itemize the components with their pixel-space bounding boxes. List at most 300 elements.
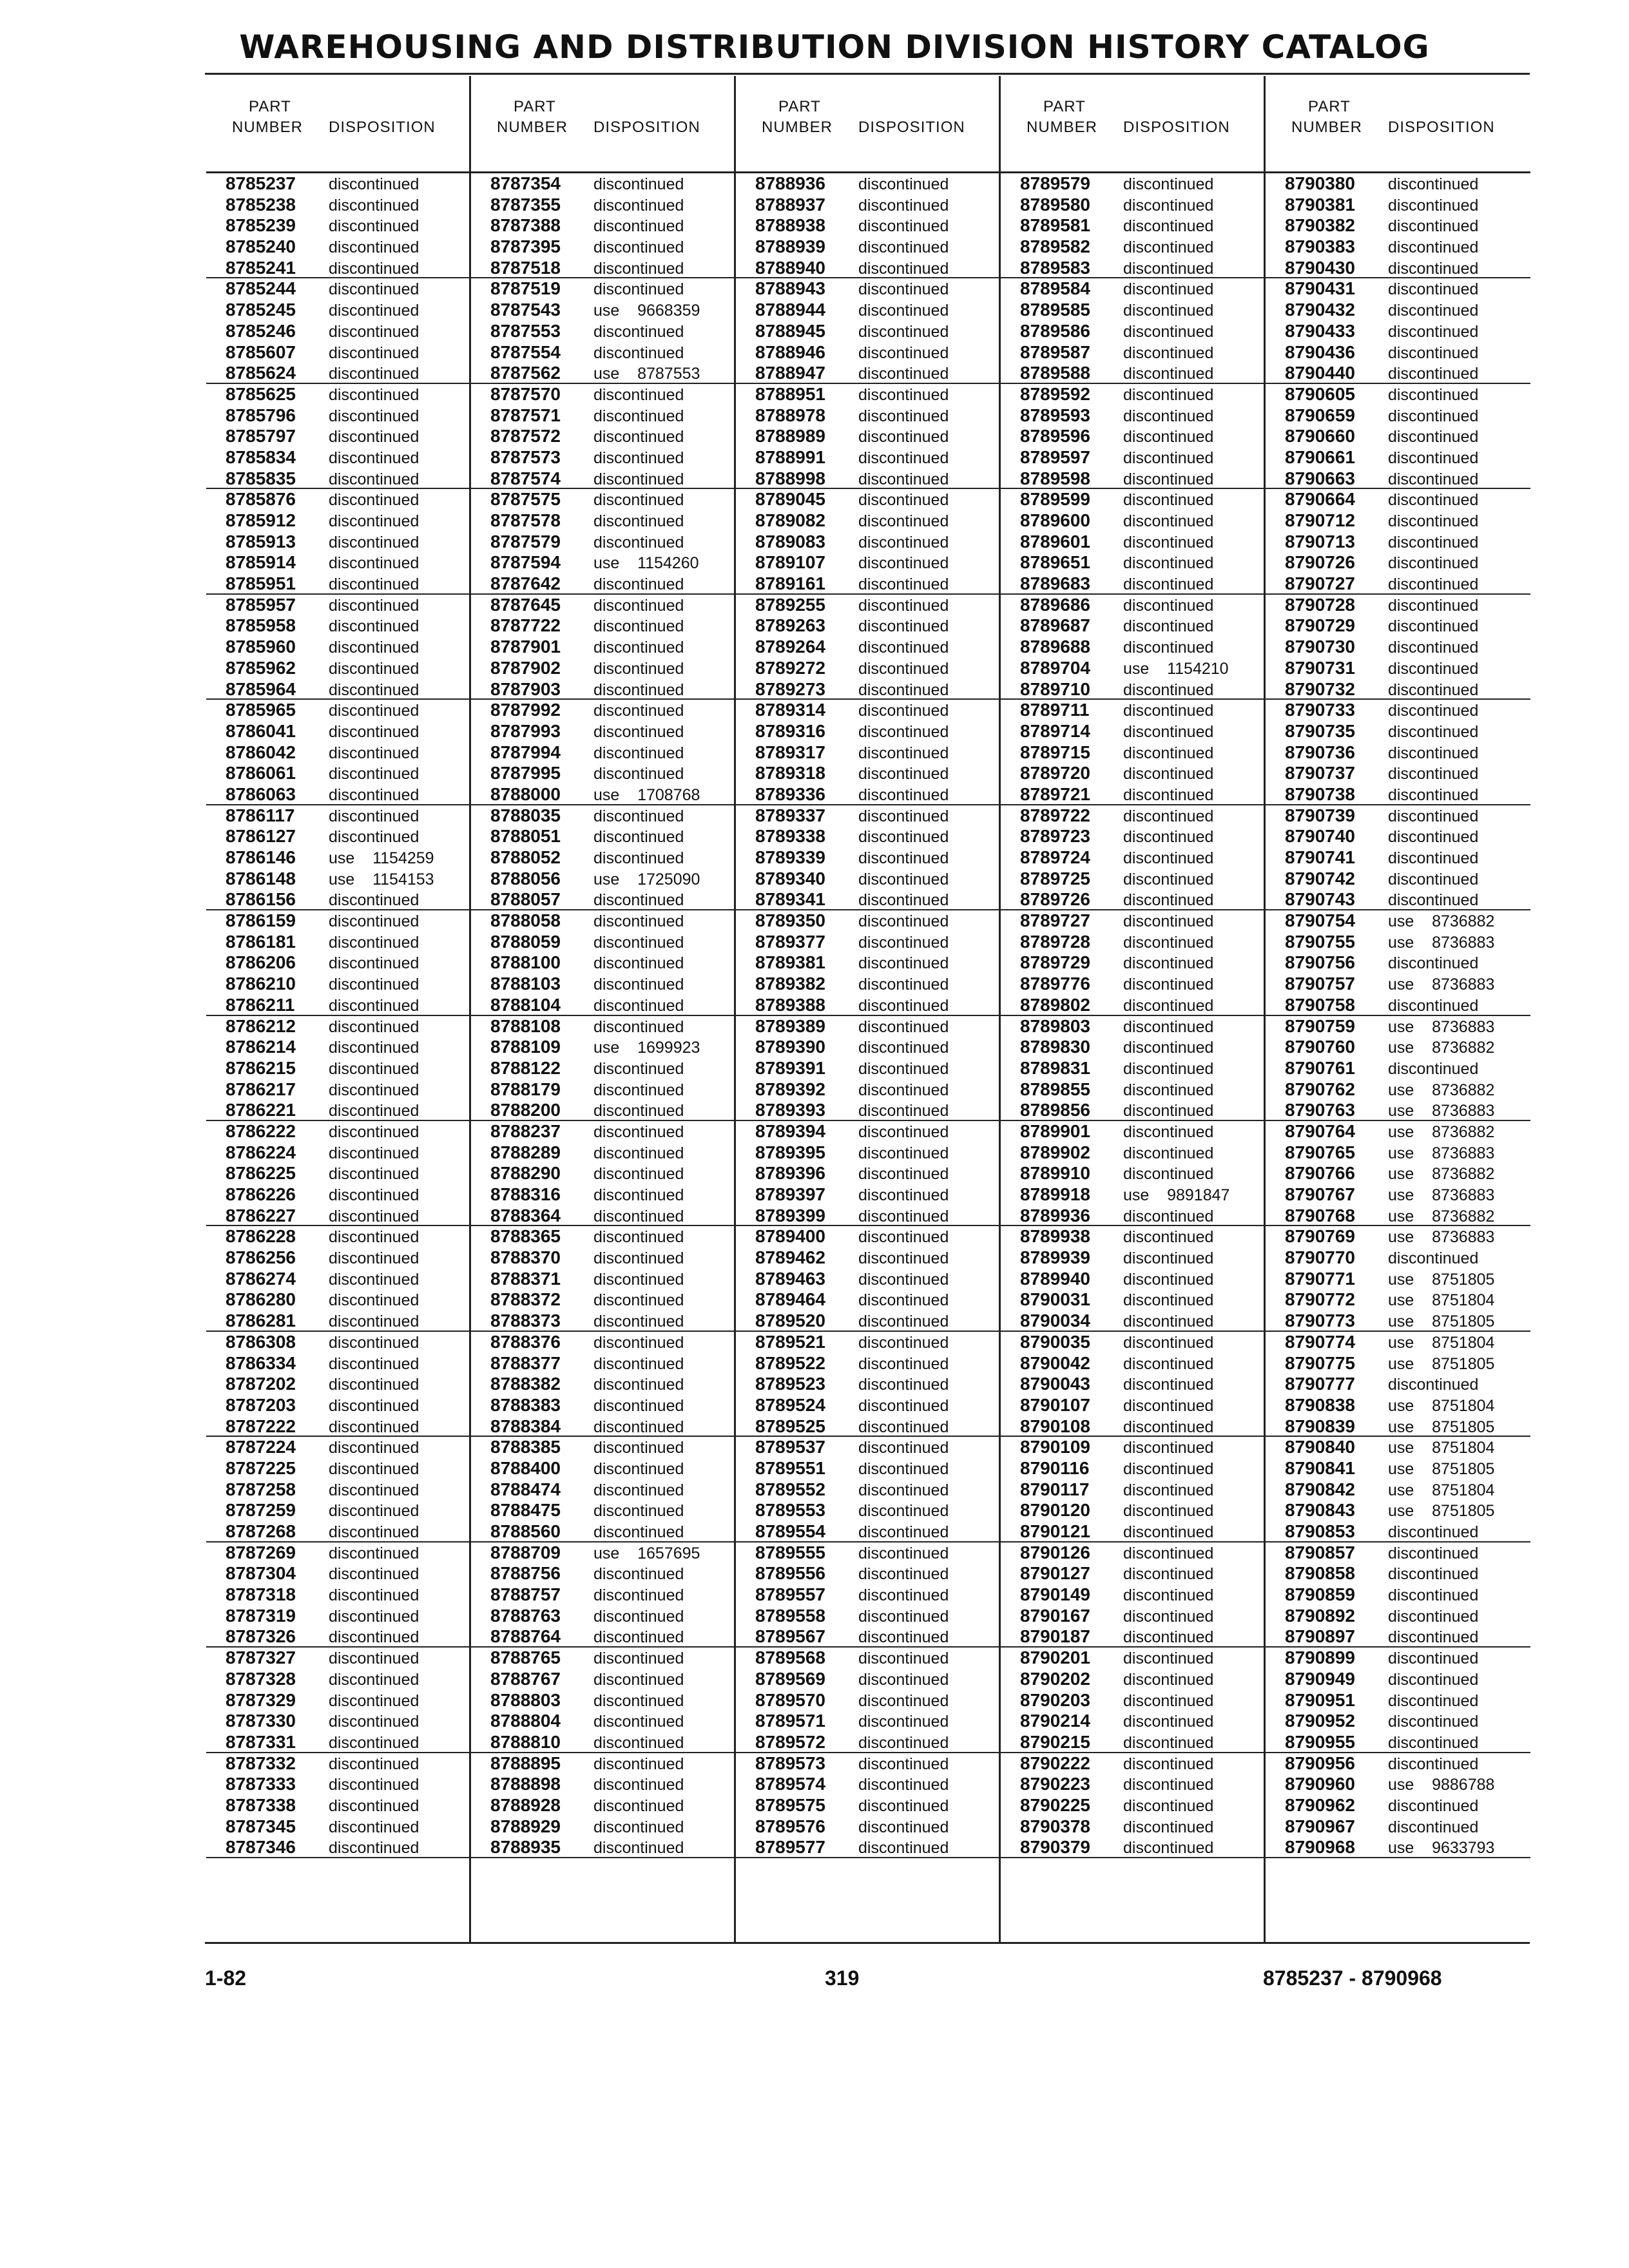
part-number: 8790841 bbox=[1285, 1457, 1356, 1478]
part-row bbox=[736, 1690, 1001, 1711]
part-number: 8790214 bbox=[1020, 1711, 1091, 1731]
part-row bbox=[206, 384, 471, 405]
part-disposition: discontinued bbox=[1388, 407, 1479, 425]
part-row bbox=[736, 679, 1001, 700]
part-row bbox=[206, 363, 471, 384]
part-row bbox=[206, 784, 471, 805]
part-disposition: discontinued bbox=[1388, 807, 1479, 825]
part-row bbox=[471, 1037, 736, 1058]
part-number: 8789337 bbox=[755, 805, 826, 825]
part-number: 8788058 bbox=[490, 910, 561, 931]
part-number: 8787572 bbox=[490, 426, 561, 447]
part-disposition: discontinued bbox=[1123, 1270, 1214, 1289]
part-row bbox=[1266, 1269, 1530, 1290]
part-disposition: use 8736883 bbox=[1388, 1102, 1495, 1120]
part-number: 8788764 bbox=[490, 1626, 561, 1647]
part-disposition: discontinued bbox=[1388, 512, 1479, 530]
part-number: 8789393 bbox=[755, 1100, 826, 1120]
part-row bbox=[1266, 826, 1530, 847]
part-row bbox=[1001, 700, 1266, 721]
part-number: 8789721 bbox=[1020, 783, 1091, 804]
part-disposition: discontinued bbox=[1388, 849, 1479, 867]
part-disposition: discontinued bbox=[593, 1333, 684, 1352]
part-row bbox=[736, 658, 1001, 679]
part-disposition: discontinued bbox=[1123, 680, 1214, 699]
part-number: 8788056 bbox=[490, 868, 561, 889]
part-number: 8790853 bbox=[1285, 1521, 1356, 1541]
part-disposition: discontinued bbox=[858, 1312, 949, 1331]
part-number: 8789568 bbox=[755, 1648, 826, 1668]
part-row bbox=[736, 1142, 1001, 1164]
part-row bbox=[471, 1606, 736, 1627]
part-row bbox=[736, 700, 1001, 721]
part-number: 8787329 bbox=[226, 1689, 296, 1710]
part-row bbox=[206, 763, 471, 784]
part-number: 8790733 bbox=[1285, 700, 1356, 720]
part-number: 8789725 bbox=[1020, 868, 1091, 889]
part-number: 8787258 bbox=[226, 1479, 296, 1499]
part-row bbox=[206, 1774, 471, 1795]
part-number: 8785958 bbox=[226, 615, 296, 636]
part-number: 8789523 bbox=[755, 1374, 826, 1394]
part-disposition: discontinued bbox=[593, 575, 684, 594]
part-disposition: discontinued bbox=[1388, 1649, 1479, 1668]
part-number: 8785244 bbox=[226, 278, 296, 299]
part-number: 8789556 bbox=[755, 1563, 826, 1584]
part-number: 8790035 bbox=[1020, 1331, 1091, 1352]
part-number: 8788373 bbox=[490, 1311, 561, 1331]
footer-page-number: 319 bbox=[825, 1966, 860, 1990]
part-number: 8787338 bbox=[226, 1794, 296, 1815]
part-row bbox=[206, 1416, 471, 1437]
part-number: 8786274 bbox=[226, 1268, 296, 1289]
part-number: 8788000 bbox=[490, 783, 561, 804]
part-disposition: discontinued bbox=[593, 1354, 684, 1373]
part-number: 8785238 bbox=[226, 194, 296, 215]
part-disposition: discontinued bbox=[329, 1628, 419, 1647]
part-row bbox=[1001, 869, 1266, 890]
part-number: 8789856 bbox=[1020, 1100, 1091, 1120]
part-number: 8790769 bbox=[1285, 1226, 1356, 1247]
part-number: 8790732 bbox=[1285, 678, 1356, 699]
part-number: 8789399 bbox=[755, 1205, 826, 1225]
part-number: 8790222 bbox=[1020, 1753, 1091, 1773]
part-disposition: discontinued bbox=[1388, 491, 1479, 510]
part-number: 8788945 bbox=[755, 320, 826, 341]
part-row bbox=[471, 1142, 736, 1164]
part-row bbox=[736, 1500, 1001, 1521]
part-row bbox=[206, 1206, 471, 1227]
part-disposition: use 8736882 bbox=[1388, 1122, 1495, 1141]
part-number: 8789688 bbox=[1020, 637, 1091, 657]
part-disposition: discontinued bbox=[593, 1459, 684, 1478]
part-row bbox=[1001, 637, 1266, 658]
part-disposition: discontinued bbox=[1123, 259, 1214, 278]
part-number: 8790763 bbox=[1285, 1100, 1356, 1120]
part-number: 8787202 bbox=[226, 1374, 296, 1394]
part-number: 8785962 bbox=[226, 657, 296, 678]
part-disposition: discontinued bbox=[329, 1691, 419, 1710]
part-number: 8790760 bbox=[1285, 1037, 1356, 1057]
part-row bbox=[1266, 1184, 1530, 1206]
part-disposition: discontinued bbox=[1123, 1713, 1214, 1731]
part-row bbox=[1266, 1163, 1530, 1184]
part-row bbox=[1266, 510, 1530, 532]
part-disposition: discontinued bbox=[329, 196, 419, 215]
part-number: 8785912 bbox=[226, 510, 296, 530]
part-disposition: discontinued bbox=[1388, 1523, 1479, 1541]
part-number: 8786224 bbox=[226, 1142, 296, 1162]
part-disposition: discontinued bbox=[329, 1733, 419, 1752]
footer-range: 8785237 - 8790968 bbox=[1263, 1966, 1442, 1990]
part-row bbox=[471, 1289, 736, 1311]
part-number: 8789910 bbox=[1020, 1163, 1091, 1184]
part-disposition: discontinued bbox=[329, 617, 419, 636]
part-number: 8790659 bbox=[1285, 405, 1356, 425]
part-number: 8789263 bbox=[755, 615, 826, 636]
part-disposition: discontinued bbox=[593, 849, 684, 867]
part-number: 8786225 bbox=[226, 1163, 296, 1184]
part-row bbox=[206, 1648, 471, 1669]
part-disposition: discontinued bbox=[593, 322, 684, 341]
part-disposition: discontinued bbox=[858, 596, 949, 615]
part-number: 8787330 bbox=[226, 1711, 296, 1731]
part-disposition: discontinued bbox=[329, 596, 419, 615]
part-row bbox=[471, 1753, 736, 1774]
part-row bbox=[206, 1037, 471, 1058]
part-number: 8790770 bbox=[1285, 1247, 1356, 1268]
part-disposition: discontinued bbox=[1123, 702, 1214, 720]
part-disposition: use 8751805 bbox=[1388, 1354, 1495, 1373]
part-disposition: discontinued bbox=[1123, 1691, 1214, 1710]
part-row bbox=[1266, 889, 1530, 910]
part-row bbox=[206, 1458, 471, 1479]
part-row bbox=[206, 447, 471, 468]
part-number: 8787554 bbox=[490, 341, 561, 362]
part-disposition: discontinued bbox=[329, 996, 419, 1015]
part-number: 8788057 bbox=[490, 889, 561, 910]
part-row bbox=[736, 1332, 1001, 1353]
part-row bbox=[471, 342, 736, 363]
part-number: 8787518 bbox=[490, 257, 561, 278]
part-disposition: use 9886788 bbox=[1388, 1776, 1495, 1794]
part-disposition: discontinued bbox=[1388, 744, 1479, 762]
part-number: 8788929 bbox=[490, 1816, 561, 1836]
part-number: 8788767 bbox=[490, 1668, 561, 1689]
part-row bbox=[736, 173, 1001, 195]
part-row bbox=[736, 1816, 1001, 1838]
part-row bbox=[1001, 784, 1266, 805]
part-disposition: discontinued bbox=[858, 322, 949, 341]
part-number: 8789584 bbox=[1020, 278, 1091, 299]
part-number: 8790728 bbox=[1285, 594, 1356, 615]
part-disposition: discontinued bbox=[1123, 975, 1214, 994]
part-row bbox=[1001, 1058, 1266, 1079]
part-row bbox=[1266, 1606, 1530, 1627]
part-disposition: discontinued bbox=[593, 933, 684, 952]
part-row bbox=[206, 321, 471, 342]
catalog-column bbox=[206, 76, 471, 1942]
part-number: 8789392 bbox=[755, 1079, 826, 1099]
part-row bbox=[206, 742, 471, 764]
part-number: 8789567 bbox=[755, 1626, 826, 1647]
part-number: 8787575 bbox=[490, 489, 561, 510]
part-row bbox=[1001, 258, 1266, 279]
part-number: 8789575 bbox=[755, 1794, 826, 1815]
catalog-column bbox=[1001, 76, 1266, 1942]
part-number: 8789687 bbox=[1020, 615, 1091, 636]
part-number: 8789557 bbox=[755, 1584, 826, 1605]
part-row bbox=[471, 1332, 736, 1353]
part-number: 8790187 bbox=[1020, 1626, 1091, 1647]
part-number: 8787268 bbox=[226, 1521, 296, 1541]
part-number: 8790756 bbox=[1285, 952, 1356, 973]
header-part-line2: NUMBER bbox=[762, 119, 833, 136]
part-disposition: discontinued bbox=[329, 975, 419, 994]
part-number: 8789574 bbox=[755, 1774, 826, 1794]
part-disposition: discontinued bbox=[593, 280, 684, 299]
part-disposition: discontinued bbox=[329, 1186, 419, 1204]
part-row bbox=[1001, 1311, 1266, 1332]
part-disposition: use 1154260 bbox=[593, 554, 699, 573]
part-row bbox=[736, 637, 1001, 658]
part-disposition: discontinued bbox=[1388, 1754, 1479, 1773]
part-disposition: discontinued bbox=[1123, 954, 1214, 973]
part-row bbox=[1266, 1247, 1530, 1269]
part-number: 8785964 bbox=[226, 678, 296, 699]
part-row bbox=[206, 1500, 471, 1521]
part-disposition: use 8736882 bbox=[1388, 1081, 1495, 1099]
part-number: 8788895 bbox=[490, 1753, 561, 1773]
part-number: 8789525 bbox=[755, 1416, 826, 1436]
part-number: 8789720 bbox=[1020, 763, 1091, 783]
part-row bbox=[1001, 1016, 1266, 1037]
part-disposition: discontinued bbox=[329, 1144, 419, 1162]
part-disposition: discontinued bbox=[858, 1186, 949, 1204]
part-number: 8790201 bbox=[1020, 1648, 1091, 1668]
part-disposition: discontinued bbox=[329, 1122, 419, 1141]
part-row bbox=[736, 468, 1001, 490]
part-disposition: discontinued bbox=[1123, 1165, 1214, 1184]
part-list bbox=[206, 173, 471, 1858]
part-number: 8788059 bbox=[490, 931, 561, 952]
part-number: 8790735 bbox=[1285, 720, 1356, 741]
part-disposition: discontinued bbox=[858, 1376, 949, 1394]
part-number: 8790031 bbox=[1020, 1289, 1091, 1310]
part-row bbox=[736, 1184, 1001, 1206]
part-row bbox=[206, 426, 471, 447]
part-number: 8790126 bbox=[1020, 1542, 1091, 1562]
part-row bbox=[1001, 974, 1266, 995]
part-row bbox=[206, 805, 471, 827]
part-disposition: discontinued bbox=[1388, 322, 1479, 341]
part-number: 8788052 bbox=[490, 847, 561, 867]
part-row bbox=[1266, 1753, 1530, 1774]
part-number: 8789339 bbox=[755, 847, 826, 867]
part-row bbox=[206, 1079, 471, 1100]
part-number: 8790758 bbox=[1285, 994, 1356, 1015]
part-number: 8789340 bbox=[755, 868, 826, 889]
part-row bbox=[471, 1374, 736, 1395]
part-row bbox=[1001, 447, 1266, 468]
part-row bbox=[736, 1648, 1001, 1669]
part-row bbox=[206, 1058, 471, 1079]
part-row bbox=[471, 1711, 736, 1732]
part-number: 8789391 bbox=[755, 1057, 826, 1078]
part-disposition: discontinued bbox=[593, 1228, 684, 1247]
part-row bbox=[1001, 1332, 1266, 1353]
part-disposition: discontinued bbox=[858, 1249, 949, 1268]
part-disposition: discontinued bbox=[858, 1081, 949, 1099]
part-disposition: discontinued bbox=[593, 1776, 684, 1794]
part-disposition: discontinued bbox=[329, 1081, 419, 1099]
part-number: 8790383 bbox=[1285, 236, 1356, 257]
part-number: 8790713 bbox=[1285, 531, 1356, 552]
part-number: 8786148 bbox=[226, 868, 296, 889]
part-row bbox=[736, 573, 1001, 595]
part-number: 8790436 bbox=[1285, 341, 1356, 362]
part-disposition: discontinued bbox=[329, 1270, 419, 1289]
part-number: 8788978 bbox=[755, 405, 826, 425]
part-disposition: discontinued bbox=[329, 217, 419, 236]
part-number: 8789902 bbox=[1020, 1142, 1091, 1162]
part-row bbox=[736, 489, 1001, 510]
part-row bbox=[206, 300, 471, 321]
part-disposition: discontinued bbox=[593, 217, 684, 236]
part-disposition: discontinued bbox=[329, 1396, 419, 1415]
part-disposition: discontinued bbox=[1388, 217, 1479, 236]
part-disposition: discontinued bbox=[858, 1544, 949, 1562]
part-number: 8787994 bbox=[490, 742, 561, 762]
part-number: 8787345 bbox=[226, 1816, 296, 1836]
part-number: 8788289 bbox=[490, 1142, 561, 1162]
part-row bbox=[736, 1753, 1001, 1774]
part-row bbox=[1001, 384, 1266, 405]
catalog-column bbox=[471, 76, 736, 1942]
part-number: 8789600 bbox=[1020, 510, 1091, 530]
part-disposition: discontinued bbox=[329, 1607, 419, 1626]
part-number: 8789555 bbox=[755, 1542, 826, 1562]
part-disposition: discontinued bbox=[1123, 1733, 1214, 1752]
part-disposition: use 1154210 bbox=[1123, 659, 1229, 678]
part-number: 8789597 bbox=[1020, 447, 1091, 467]
part-disposition: use 8751805 bbox=[1388, 1312, 1495, 1331]
part-number: 8790120 bbox=[1020, 1500, 1091, 1521]
part-row bbox=[1266, 974, 1530, 995]
part-disposition: discontinued bbox=[858, 1818, 949, 1836]
part-number: 8790741 bbox=[1285, 847, 1356, 867]
part-disposition: use 8751804 bbox=[1388, 1333, 1495, 1352]
part-disposition: discontinued bbox=[1123, 596, 1214, 615]
part-row bbox=[206, 910, 471, 932]
part-row bbox=[1001, 1521, 1266, 1542]
part-number: 8790730 bbox=[1285, 637, 1356, 657]
part-disposition: discontinued bbox=[329, 365, 419, 383]
part-row bbox=[471, 573, 736, 595]
part-number: 8787901 bbox=[490, 637, 561, 657]
part-row bbox=[1266, 1795, 1530, 1816]
part-list bbox=[736, 173, 1001, 1858]
part-row bbox=[736, 1037, 1001, 1058]
part-row bbox=[1266, 910, 1530, 932]
header-part-number bbox=[1027, 97, 1097, 138]
part-number: 8786211 bbox=[226, 994, 295, 1015]
part-disposition: discontinued bbox=[329, 639, 419, 657]
part-disposition: discontinued bbox=[1388, 1565, 1479, 1584]
part-disposition: discontinued bbox=[1123, 1839, 1214, 1858]
part-disposition: discontinued bbox=[1388, 765, 1479, 783]
part-disposition: discontinued bbox=[329, 744, 419, 762]
part-number: 8789390 bbox=[755, 1037, 826, 1057]
part-row bbox=[1001, 1606, 1266, 1627]
part-row bbox=[736, 742, 1001, 764]
part-disposition: discontinued bbox=[1388, 954, 1479, 973]
part-row bbox=[471, 384, 736, 405]
part-row bbox=[1001, 363, 1266, 384]
part-disposition: discontinued bbox=[329, 448, 419, 467]
part-disposition: discontinued bbox=[1123, 407, 1214, 425]
part-row bbox=[736, 1774, 1001, 1795]
part-disposition: discontinued bbox=[593, 1396, 684, 1415]
part-disposition: discontinued bbox=[593, 1628, 684, 1647]
part-number: 8789715 bbox=[1020, 742, 1091, 762]
part-row bbox=[1266, 1732, 1530, 1753]
part-disposition: discontinued bbox=[329, 1165, 419, 1184]
catalog-column bbox=[736, 76, 1001, 1942]
part-row bbox=[1266, 805, 1530, 827]
part-row bbox=[1266, 721, 1530, 742]
part-number: 8785796 bbox=[226, 405, 296, 425]
part-number: 8787579 bbox=[490, 531, 561, 552]
part-number: 8790043 bbox=[1020, 1374, 1091, 1394]
part-number: 8787395 bbox=[490, 236, 561, 257]
part-number: 8790121 bbox=[1020, 1521, 1091, 1541]
part-row bbox=[206, 932, 471, 953]
part-disposition: discontinued bbox=[593, 259, 684, 278]
part-row bbox=[1266, 552, 1530, 573]
part-number: 8790202 bbox=[1020, 1668, 1091, 1689]
part-disposition: discontinued bbox=[858, 1396, 949, 1415]
part-number: 8787519 bbox=[490, 278, 561, 299]
part-disposition: discontinued bbox=[858, 302, 949, 320]
part-number: 8787993 bbox=[490, 720, 561, 741]
part-number: 8788122 bbox=[490, 1057, 561, 1078]
column-header bbox=[1266, 97, 1530, 168]
part-row bbox=[1001, 300, 1266, 321]
part-number: 8790712 bbox=[1285, 510, 1356, 530]
part-number: 8786063 bbox=[226, 783, 296, 804]
part-disposition: use 8751804 bbox=[1388, 1481, 1495, 1499]
part-number: 8787319 bbox=[226, 1605, 296, 1626]
part-row bbox=[206, 195, 471, 216]
part-disposition: discontinued bbox=[1388, 996, 1479, 1015]
part-row bbox=[736, 1058, 1001, 1079]
part-disposition: discontinued bbox=[1388, 1628, 1479, 1647]
part-number: 8789336 bbox=[755, 783, 826, 804]
part-number: 8789569 bbox=[755, 1668, 826, 1689]
part-row bbox=[206, 1374, 471, 1395]
part-disposition: discontinued bbox=[1388, 1733, 1479, 1752]
part-disposition: discontinued bbox=[1388, 533, 1479, 552]
header-disposition: DISPOSITION bbox=[329, 119, 436, 136]
part-disposition: discontinued bbox=[858, 1733, 949, 1752]
part-disposition: discontinued bbox=[593, 1017, 684, 1036]
part-number: 8790167 bbox=[1020, 1605, 1091, 1626]
part-number: 8789537 bbox=[755, 1437, 826, 1457]
part-row bbox=[1001, 1753, 1266, 1774]
part-row bbox=[736, 805, 1001, 827]
catalog-column bbox=[1266, 76, 1530, 1942]
